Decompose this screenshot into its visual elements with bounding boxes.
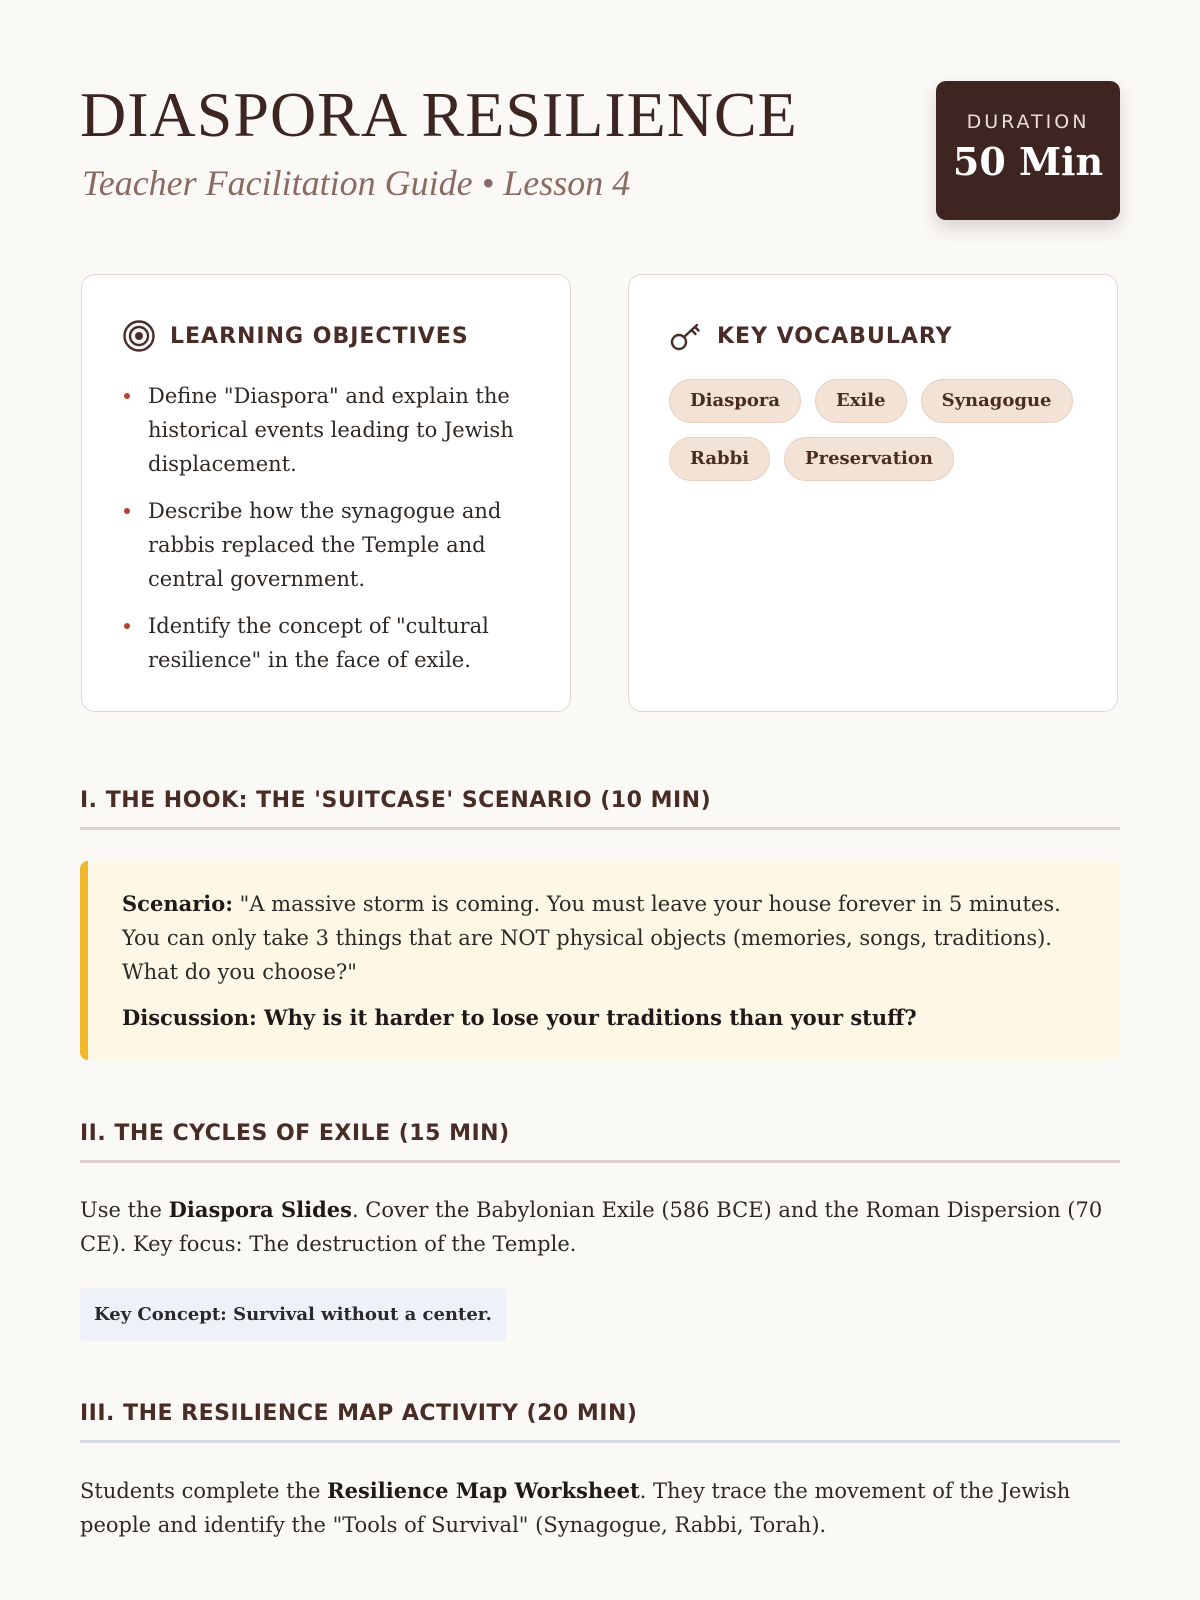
- page-title: DIASPORA RESILIENCE: [80, 79, 798, 150]
- page-subtitle: Teacher Facilitation Guide • Lesson 4: [82, 163, 631, 203]
- duration-label: DURATION: [966, 111, 1090, 133]
- objective-item: Identify the concept of "cultural resilience" in the face of exile.: [122, 609, 532, 677]
- objective-item: Describe how the synagogue and rabbis replaced the Temple and central government.: [122, 494, 532, 596]
- scenario-label: Scenario:: [122, 891, 233, 916]
- diaspora-slides-ref: Diaspora Slides: [168, 1197, 352, 1222]
- section-map-title: III. THE RESILIENCE MAP ACTIVITY (20 MIN): [80, 1401, 1120, 1443]
- objectives-list: [122, 379, 532, 690]
- duration-badge: [936, 81, 1120, 220]
- duration-value: 50 Min: [952, 139, 1104, 184]
- section-map-paragraph: [80, 1474, 1120, 1542]
- vocabulary-tags: [669, 379, 1089, 481]
- scenario-body: "A massive storm is coming. You must leave your house forever in 5 minutes. You can only take 3 things that are NOT physical objects (memories, songs, traditions). What do you choose?": [122, 892, 1061, 984]
- key-vocabulary-header: [669, 319, 953, 353]
- vocab-tag-exile: Exile: [815, 379, 907, 423]
- scenario-text: [122, 887, 1068, 989]
- discussion-question: [122, 1001, 1068, 1035]
- key-vocabulary-card: [628, 274, 1118, 712]
- learning-objectives-heading: LEARNING OBJECTIVES: [170, 323, 469, 349]
- vocab-tag-diaspora: Diaspora: [669, 379, 801, 423]
- scenario-callout: [80, 861, 1120, 1060]
- key-concept-box: Key Concept: Survival without a center.: [80, 1288, 506, 1341]
- vocab-tag-synagogue: Synagogue: [921, 379, 1073, 423]
- exile-text-after: . Cover the Babylonian Exile (586 BCE) and the Roman Dispersion (70 CE). Key focus: The destruction of the Temple.: [80, 1198, 1103, 1256]
- resilience-worksheet-ref: Resilience Map Worksheet: [327, 1478, 640, 1503]
- section-hook-title: I. THE HOOK: THE 'SUITCASE' SCENARIO (10 MIN): [80, 788, 1120, 830]
- section-exile-title: II. THE CYCLES OF EXILE (15 MIN): [80, 1121, 1120, 1163]
- target-icon: [122, 319, 156, 353]
- learning-objectives-header: [122, 319, 469, 353]
- key-icon: [669, 319, 703, 353]
- learning-objectives-card: [81, 274, 571, 712]
- exile-text-before: Use the: [80, 1198, 169, 1222]
- map-text-before: Students complete the: [80, 1479, 328, 1503]
- discussion-text: Discussion: Why is it harder to lose your traditions than your stuff?: [122, 1005, 917, 1030]
- section-exile-paragraph: [80, 1193, 1120, 1261]
- vocab-tag-preservation: Preservation: [784, 437, 954, 481]
- vocab-tag-rabbi: Rabbi: [669, 437, 770, 481]
- map-text-after: . They trace the movement of the Jewish people and identify the "Tools of Survival" (Synagogue, Rabbi, Torah).: [80, 1479, 1071, 1537]
- key-vocabulary-heading: KEY VOCABULARY: [717, 323, 953, 349]
- objective-item: Define "Diaspora" and explain the historical events leading to Jewish displacement.: [122, 379, 532, 481]
